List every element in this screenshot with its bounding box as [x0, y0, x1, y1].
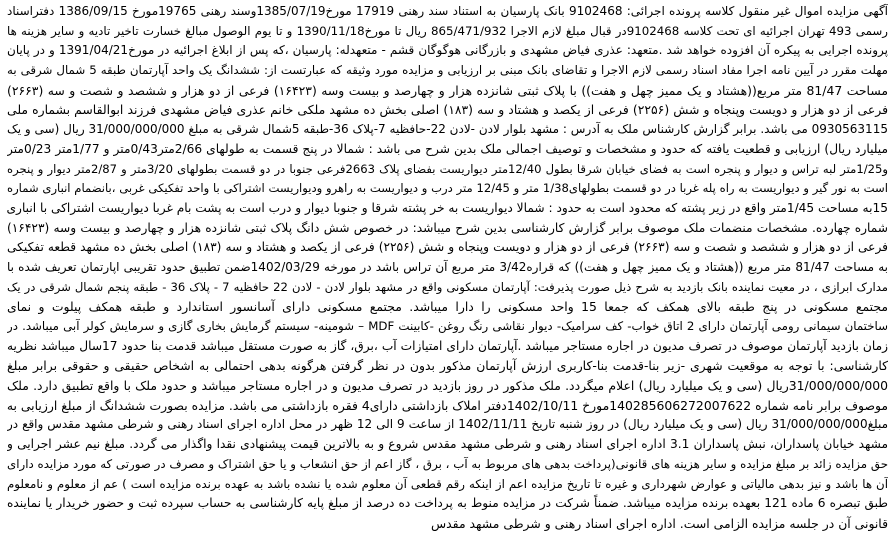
notice-line: شماره چهارده. مشخصات منضمات ملک موصوف برابر گزارش کارشناسی بدین شرح میباشد: در خصوص شش دانگ پلاک ثبتی شانزده هزار و چهارصد و بیست وسه (۱۶۴۲۳)	[7, 220, 888, 235]
notice-line: فرعی از دو هزار و دویست وپنجاه و شش (۲۲۵۶) فرعی از یکصد و هشتاد و سه (۱۸۳) اصلی بخش ده مشهد ملکی خانم عذری فیاض مشهدی فرزند ابوالقاسم بشماره ملی	[7, 102, 888, 118]
notice-line: مبلغ31/000/000/000 ریال (سی و یک میلیارد ریال) در روز شنبه تاریخ 1402/11/11 از ساعت 9 الی 12 ظهر در محل اداره اجرای اسناد رهنی و شرطی مشهد مقدس واقع در	[7, 417, 888, 432]
notice-line: حق مزایده زائد بر مبلغ مزایده و سایر هزینه های قانونی(پرداخت بدهی های مربوط به آب ، برق ، گاز اعم از حق انشعاب و یا حق اشتراک و مصرف در صورتی که مورد مزایده دارای	[7, 456, 888, 471]
notice-line: 31/000/000/000ریال (سی و یک میلیارد ریال) اعلام میگردد. ملک مذکور در روز بازدید در تصرف مدیون و در اجاره مستاجر میباشد و حدود ملک با واقع تطبیق دارد. ملک	[7, 378, 888, 394]
notice-line: کارشناسی: با توجه به موقعیت شهری -زیر بنا-قدمت بنا-کاربری ارزش آپارتمان مذکور بدون در نظر گرفتن هرگونه بدهی احتمالی به اشخاص حقیقی و حقوقی برابر مبلغ	[7, 358, 888, 374]
notice-line: به مساحت 81/47 متر مربع ((هشتاد و یک ممیز چهل و هفت)) که قراره3/42 متر مربع آن تراس باشد در مورخه 1402/03/29ضمن تطبیق حدود تقریبی اپارتمان تعریف شده با	[7, 259, 888, 274]
notice-line: طبق تبصره 6 ماده 121 بعهده برنده مزایده میباشد. ضمناً شرکت در مزایده منوط به پرداخت ده درصد از مبلغ پایه کارشناسی به حساب سپرده ثبت و حضور خریدار یا نماینده	[7, 496, 888, 511]
notice-line: مدارک ابرازی ، در معیت نماینده بانک بازدید به شرح ذیل صورت پذیرفت: آپارتمان مسکونی واقع در مشهد بلوار لادن - لادن 22 حافظیه 7 - پلاک 36 - طبقه پنجم شمال شرقی در یک	[7, 279, 888, 294]
notice-line: زمان بازدید آپارتمان موصوف در تصرف مدیون در اجاره مستاجر میباشد .آپارتمان دارای امتیازات آب ،برق، گاز به صورت مستقل میباشد قدمت بنا حدود 17سال میباشد نظریه	[7, 338, 888, 353]
notice-line: مهلت مقرر در آیین نامه اجرا مفاد اسناد رسمی لازم الاجرا و تقاضای بانک مبنی بر ارزیابی و مزایده مورد وثیقه که عبارتست از: ششدانگ یک واحد آپارتمان طبقه 5 شمال شرقی به	[7, 63, 888, 78]
notice-line: موصوف برابر نامه شماره 140285606272007622مورخ 1402/10/11دفتر املاک بازداشتی دارای4 فقره بازداشتی می باشد. مزایده بصورت ششدانگ از مبلغ ارزیابی به	[7, 397, 888, 413]
notice-line: 15به مساحت 1/45متر واقع در زیر پشته که محدود است به حدود : شمالا دیواریست به خر پشته شرقا و جنوبا دیوار و درب است به پشت بام غربا دیواریست اشتراکی با انباری	[7, 200, 888, 215]
notice-line: مساحت 81/47 متر مربع((هشتاد و یک ممیز چهل و هفت)) با پلاک ثبتی شانزده هزار و چهارصد و بیست وسه (۱۶۴۲۳) فرعی از دو هزار و ششصد و شصت و سه (۲۶۶۳)	[7, 82, 888, 98]
notice-line: آگهی مزایده اموال غیر منقول کلاسه پرونده اجرائی: 9102468 بانک پارسیان به استناد سند رهنی 17919 مورخ1385/07/19وسند رهنی 19765مورخ 1386/09/15 دفتراسناد	[7, 4, 888, 18]
notice-line: میلیارد ریال) ارزیابی و قطعیت یافته که حدود و مشخصات و توصیف اجمالی ملک بدین شرح می باشد : شمالا در پنج قسمت به طولهای 2/66متر0/43متر و 1/77متر 0/23متر	[7, 141, 888, 156]
notice-line: و1/25متر لبه تراس و دیوار و پنجره است به فضای خیابان شرقا بطول 12/40متر دیواریست بفضای پلاک 2663فرعی جنوبا در دو قسمت بطولهای 3/20متر و 2/87متر دیوار و پنجره	[7, 161, 888, 176]
notice-line: مشهد خیابان پاسداران، نبش پاسداران 3.1 اداره اجرای اسناد رهنی و شرطی مشهد مقدس شروع و به بالاترین قیمت پیشنهادی نقدا واگذار می گردد. مبلغ نیم عشر اجرایی و	[7, 437, 888, 452]
notice-line: مجتمع مسکونی در پنج طبقه بالای همکف که جمعا 15 واحد مسکونی را دارا میباشد. مجتمع مسکونی دارای آسانسور استاندارد و طبقه همکف پیلوت و نمای	[7, 299, 888, 315]
notice-line: فرعی از دو هزار و ششصد و شصت و سه (۲۶۶۳) فرعی از دو هزار و دویست وپنجاه و شش (۲۲۵۶) فرعی از یکصد و هشتاد و سه (۱۸۳) اصلی بخش ده مشهد قطعه تفکیکی	[7, 240, 888, 255]
notice-line: است به نور گیر و دیواریست به راه پله غربا در دو قسمت بطولهای1/38 متر و 12/45 متر درب و دیواریست به راهرو ودیواریست اشتراکی با واحد تفکیکی غربی ،بانضمام انباری شماره	[7, 181, 888, 196]
notice-line: پرونده اجرایی به پیکره آن افزوده خواهد شد .متعهد: عذری فیاض مشهدی و بازرگانی هوگوگان قشم - متعهدله: پارسیان ،که پس از ابلاغ اجرائیه در مورخ1391/04/21 و در پایان	[7, 43, 888, 58]
notice-line: آن ها باشد و نیز بدهی مالیاتی و عوارض شهرداری و غیره تا تاریخ مزایده اعم از اینکه رقم قطعی آن معلوم شده یا نشده باشد به عهده برنده مزایده است ) عم از معلوم و نامعلوم	[7, 476, 888, 491]
notice-line: 0930563115 می باشد. برابر گزارش کارشناس ملک به آدرس : مشهد بلوار لادن -لادن 22-حافظیه 7-پلاک 36-طبقه 5شمال شرقی به مبلغ 31/000/000/000 ریال (سی و یک	[7, 122, 888, 137]
notice-line: ساختمان سیمانی رومی آپارتمان دارای 2 اتاق خواب- کف سرامیک- دیوار نقاشی رنگ روغن -کابینت MDF – شومینه- سیستم گرمایش بخاری گازی و سرمایش کولر آبی میباشد. در	[7, 319, 888, 333]
notice-line: قانونی آن در جلسه مزایده الزامی است. اداره اجرای اسناد رهنی و شرطی مشهد مقدس	[431, 515, 888, 531]
notice-line: رسمی 493 تهران اجرائیه ای تحت کلاسه 9102468در قبال مبلغ لازم الاجرا 865/471/932 ریال تا مورخ1390/11/18 و تا یوم الوصول مبالغ خسارت تاخیر تادیه و سایر هزینه ها	[7, 23, 888, 38]
